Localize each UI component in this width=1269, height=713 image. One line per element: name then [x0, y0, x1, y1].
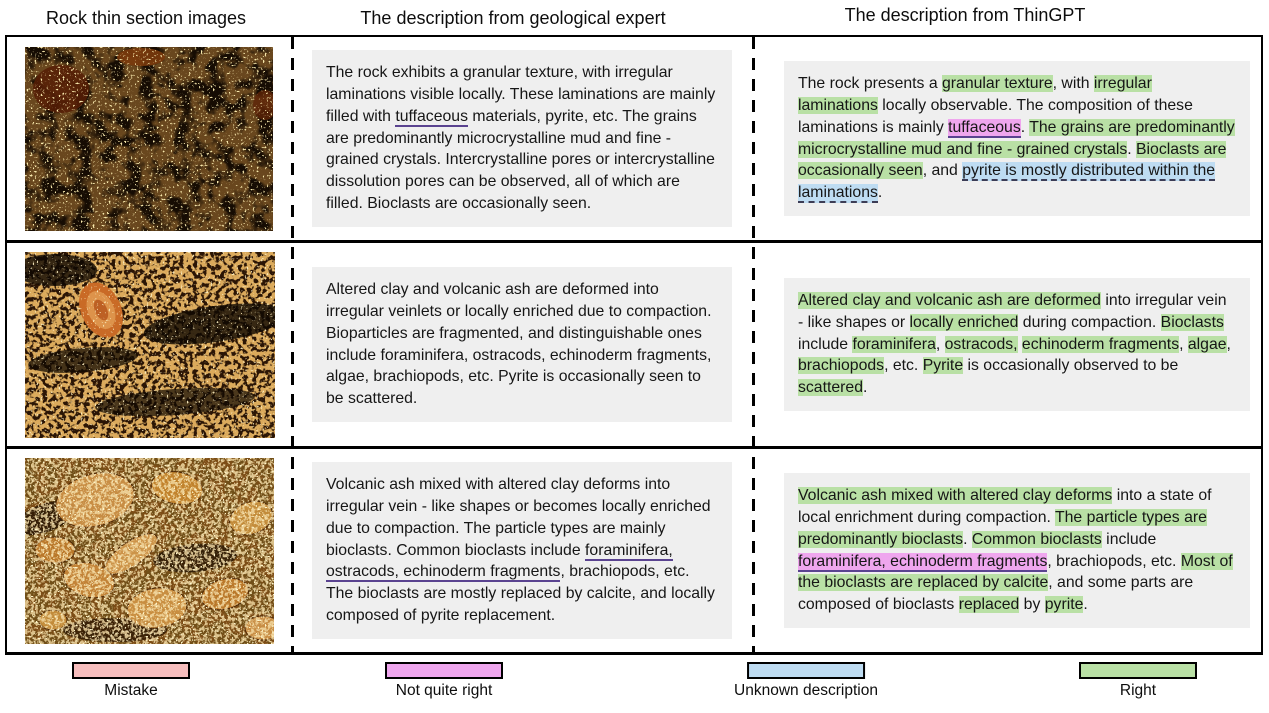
text-segment: tuffaceous: [395, 107, 468, 125]
text-segment: .: [862, 379, 868, 397]
text-segment: by: [1019, 596, 1045, 614]
highlighted-phrase: Common bioclasts: [971, 530, 1102, 548]
text-segment: foraminifera, ostracods, echinoderm fragments: [326, 541, 673, 581]
text-segment: .: [1020, 118, 1030, 136]
legend-swatch-right: [1079, 662, 1197, 679]
expert-cell-1: [292, 37, 754, 240]
text-segment: , etc.: [884, 357, 923, 375]
highlighted-phrase: Pyrite: [922, 357, 964, 375]
text-segment: , brachiopods, etc.: [1047, 552, 1181, 570]
column-header-expert: The description from geological expert: [360, 8, 666, 28]
column-divider-1: [291, 37, 294, 652]
thingpt-cell-3: [754, 449, 1261, 652]
legend-label: Right: [1119, 682, 1157, 699]
text-segment: .: [1083, 596, 1088, 614]
thingpt-cell-1: [754, 37, 1261, 240]
text-segment: include: [1101, 530, 1157, 548]
highlighted-phrase: irregular laminations: [798, 75, 1152, 114]
text-segment: , and some parts are composed of bioclasts: [798, 574, 1194, 614]
expert-description-2: [312, 267, 732, 422]
column-divider-2: [752, 37, 755, 652]
thingpt-cell-2: [754, 243, 1261, 446]
highlighted-phrase: tuffaceous: [948, 118, 1021, 136]
highlighted-phrase: Altered clay and volcanic ash are deformed: [798, 292, 1101, 309]
image-cell-3: [7, 449, 292, 652]
highlighted-phrase: replaced: [958, 596, 1020, 614]
rock-thin-section-image-3: [25, 458, 274, 644]
expert-cell-2: [292, 243, 754, 446]
highlighted-phrase: The grains are predominantly microcrystalline mud and fine - grained crystals: [798, 118, 1235, 158]
legend-swatch-unknown-description: [747, 662, 865, 679]
highlighted-phrase: Bioclasts: [1160, 313, 1224, 331]
text-segment: include: [798, 335, 853, 353]
text-segment: , with: [1052, 75, 1094, 93]
image-cell-1: [7, 37, 292, 240]
text-segment: locally observable. The composition of these laminations is mainly: [798, 96, 1193, 136]
legend-item-right: [1079, 662, 1197, 700]
thingpt-description-1: [784, 61, 1250, 216]
highlighted-phrase: echinoderm fragments: [1021, 335, 1180, 353]
expert-cell-3: [292, 449, 754, 652]
text-segment: ,: [935, 335, 945, 353]
text-segment: into irregular vein - like shapes or: [798, 292, 1227, 331]
column-header-thingpt: The description from ThinGPT: [844, 5, 1086, 25]
image-cell-2: [7, 243, 292, 446]
highlighted-phrase: Volcanic ash mixed with altered clay deforms: [798, 487, 1113, 505]
rock-thin-section-image-1: [25, 47, 273, 231]
table-row-1: [7, 37, 1261, 243]
text-segment: during compaction.: [1018, 313, 1161, 331]
highlighted-phrase: granular texture: [942, 75, 1053, 93]
text-segment: ,: [1179, 335, 1188, 353]
text-segment: The rock exhibits a granular texture, with irregular laminations visible locally. These laminations are mainly filled with: [326, 64, 716, 125]
legend: [0, 655, 1269, 713]
table-row-2: [7, 243, 1261, 449]
text-segment: into a state of local enrichment during compaction.: [798, 487, 1212, 526]
legend-label: Mistake: [104, 682, 158, 699]
highlighted-phrase: Most of the bioclasts are replaced by calcite: [798, 552, 1233, 592]
text-segment: ,: [1226, 335, 1231, 353]
legend-label: Not quite right: [395, 682, 493, 699]
text-segment: The rock presents a: [798, 75, 942, 93]
text-segment: .: [877, 184, 883, 202]
table-row-3: [7, 449, 1261, 652]
text-segment: .: [963, 530, 972, 548]
legend-swatch-not-quite-right: [385, 662, 503, 679]
highlighted-phrase: pyrite is mostly distributed within the laminations: [798, 162, 1216, 202]
highlighted-phrase: pyrite: [1044, 596, 1084, 614]
rock-thin-section-image-2: [25, 252, 275, 438]
highlighted-phrase: scattered: [798, 379, 863, 397]
highlighted-phrase: Bioclasts are occasionally seen: [798, 140, 1227, 180]
legend-swatch-mistake: [72, 662, 190, 679]
highlighted-phrase: locally enriched: [909, 313, 1019, 331]
legend-item-mistake: [72, 662, 190, 700]
expert-description-3: [312, 462, 732, 639]
thingpt-description-3: [784, 473, 1250, 628]
text-segment: is occasionally observed to be: [963, 357, 1179, 375]
column-header-images: Rock thin section images: [45, 8, 247, 28]
thingpt-description-2: [784, 278, 1250, 411]
text-segment: , and: [922, 162, 963, 180]
highlighted-phrase: ostracods,: [944, 335, 1018, 353]
highlighted-phrase: foraminifera: [852, 335, 936, 353]
text-segment: Altered clay and volcanic ash are deformed into irregular veinlets or locally enriched due to compaction. Bioparticles are fragmented, and distinguishable ones include foraminifera, ostracods, echinoderm fragments, algae, brachiopods, etc. Pyrite is occasionally seen to be scattered.: [326, 281, 712, 408]
text-segment: , brachiopods, etc. The bioclasts are mostly replaced by calcite, and locally composed of pyrite replacement.: [326, 563, 715, 624]
highlighted-phrase: algae: [1187, 335, 1227, 353]
text-segment: materials, pyrite, etc. The grains are predominantly microcrystalline mud and fine - grained crystals. Intercrystalline pores or intercrystalline dissolution pores can be observed, all of which are filled. Bioclasts are occasionally seen.: [326, 107, 715, 212]
expert-description-1: [312, 50, 732, 227]
highlighted-phrase: The particle types are predominantly bioclasts: [798, 508, 1207, 548]
legend-item-not-quite-right: [385, 662, 503, 700]
highlighted-phrase: foraminifera, echinoderm fragments: [798, 552, 1048, 570]
text-segment: .: [1127, 140, 1137, 158]
text-segment: Volcanic ash mixed with altered clay deforms into irregular vein - like shapes or becomes locally enriched due to compaction. The particle types are mainly bioclasts. Common bioclasts include: [326, 476, 711, 559]
comparison-table: [5, 35, 1263, 655]
legend-label: Unknown description: [734, 682, 878, 699]
legend-item-unknown-description: [734, 662, 878, 700]
highlighted-phrase: brachiopods: [798, 357, 885, 375]
